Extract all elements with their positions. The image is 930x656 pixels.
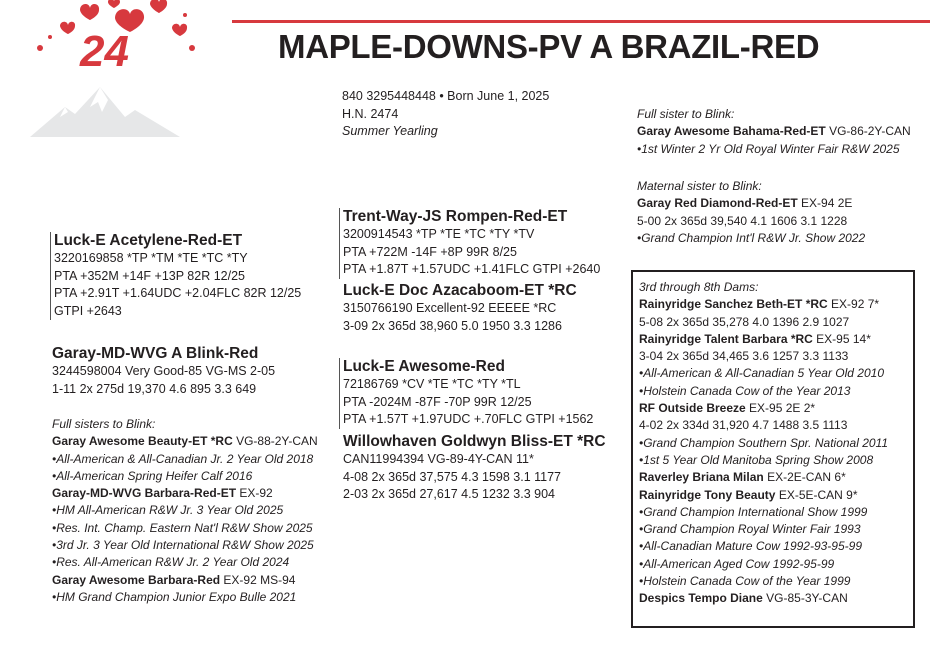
sire-line: GTPI +2643: [54, 303, 122, 318]
note: •All-American & All-Canadian Jr. 2 Year Old 2018: [52, 451, 314, 466]
dam-entry: Rainyridge Sanchez Beth-ET *RC EX-92 7*: [639, 297, 880, 312]
note: •1st 5 Year Old Manitoba Spring Show 2008: [639, 452, 874, 467]
record-line: 5-08 2x 365d 35,278 4.0 1396 2.9 1027: [639, 314, 850, 329]
record-line: 3-04 2x 365d 34,465 3.6 1257 3.3 1133: [639, 349, 849, 364]
sires-sire-block: [339, 208, 600, 279]
dam-entry: RF Outside Breeze EX-95 2E 2*: [639, 401, 816, 416]
sires-dam-name: Luck-E Doc Azacaboom-ET *RC: [343, 282, 577, 299]
dams-dam-line: 2-03 2x 365d 27,617 4.5 1232 3.3 904: [343, 487, 555, 501]
note: •3rd Jr. 3 Year Old International R&W Show 2025: [52, 538, 314, 553]
sire-name: Luck-E Acetylene-Red-ET: [54, 232, 243, 249]
animal-class: Summer Yearling: [342, 124, 438, 138]
dams-sire-name: Luck-E Awesome-Red: [343, 358, 505, 375]
sister-entry: Garay-MD-WVG Barbara-Red-ET EX-92: [52, 486, 273, 501]
dam-entry: Raverley Briana Milan EX-2E-CAN 6*: [639, 470, 846, 485]
record-line: 5-00 2x 365d 39,540 4.1 1606 3.1 1228: [637, 213, 848, 228]
note: •Grand Champion Royal Winter Fair 1993: [639, 522, 861, 537]
note: •Holstein Canada Cow of the Year 2013: [639, 383, 851, 398]
section-heading: 3rd through 8th Dams:: [639, 280, 759, 294]
full-sister-right: [637, 106, 911, 158]
sires-dam-line: 3150766190 Excellent-92 EEEEE *RC: [343, 301, 557, 315]
section-heading: Full sisters to Blink:: [52, 417, 156, 431]
dams-sire-block: [339, 358, 593, 429]
mountain-graphic: [30, 82, 180, 142]
dams-sire-line: 72186769 *CV *TE *TC *TY *TL: [343, 377, 521, 391]
dams-dam-block: [343, 433, 606, 504]
page-title: MAPLE-DOWNS-PV A BRAZIL-RED: [278, 28, 820, 65]
note: •Grand Champion Southern Spr. National 2011: [639, 435, 889, 450]
note: •Grand Champion Int'l R&W Jr. Show 2022: [637, 230, 866, 245]
note: •1st Winter 2 Yr Old Royal Winter Fair R&W 2025: [637, 141, 900, 156]
heart-icon: [60, 22, 75, 34]
sire-block: [50, 232, 301, 320]
heart-icon: [80, 4, 99, 20]
note: •Holstein Canada Cow of the Year 1999: [639, 574, 851, 589]
sister-entry: Garay Awesome Barbara-Red EX-92 MS-94: [52, 572, 296, 587]
sires-dam-block: [343, 282, 577, 335]
heart-icon: [108, 0, 120, 8]
note: •HM All-American R&W Jr. 3 Year Old 2025: [52, 503, 284, 518]
dam-line: 3244598004 Very Good-85 VG-MS 2-05: [52, 364, 276, 378]
note: •All-American Aged Cow 1992-95-99: [639, 556, 835, 571]
dam-block: [52, 345, 275, 398]
dam-entry: Rainyridge Talent Barbara *RC EX-95 14*: [639, 331, 871, 346]
dams-sire-line: PTA +1.57T +1.97UDC +.70FLC GTPI +1562: [343, 412, 594, 426]
sires-sire-name: Trent-Way-JS Rompen-Red-ET: [343, 208, 568, 225]
maternal-sister: [637, 178, 865, 247]
note: •Grand Champion International Show 1999: [639, 504, 868, 519]
title-rule: [232, 20, 930, 23]
note: •All-American & All-Canadian 5 Year Old 2010: [639, 366, 884, 381]
animal-hn: H.N. 2474: [342, 106, 399, 121]
dam-name: Garay-MD-WVG A Blink-Red: [52, 345, 259, 362]
note: •HM Grand Champion Junior Expo Bulle 2021: [52, 589, 297, 604]
dams-sire-line: PTA -2024M -87F -70P 99R 12/25: [343, 394, 532, 409]
sire-line: 3220169858 *TP *TM *TE *TC *TY: [54, 251, 248, 265]
animal-info: [342, 88, 549, 141]
record-line: 4-02 2x 334d 31,920 4.7 1488 3.5 1113: [639, 418, 848, 433]
dams-dam-line: 4-08 2x 365d 37,575 4.3 1598 3.1 1177: [343, 469, 562, 484]
section-heading: Full sister to Blink:: [637, 107, 735, 121]
sires-sire-line: 3200914543 *TP *TE *TC *TY *TV: [343, 227, 535, 241]
sires-dam-line: 3-09 2x 365d 38,960 5.0 1950 3.3 1286: [343, 318, 562, 333]
dam-entry: Despics Tempo Diane VG-85-3Y-CAN: [639, 591, 848, 606]
dam-entry: Rainyridge Tony Beauty EX-5E-CAN 9*: [639, 487, 858, 502]
note: •Res. Int. Champ. Eastern Nat'l R&W Show 2025: [52, 520, 313, 535]
note: •All-American Spring Heifer Calf 2016: [52, 468, 253, 483]
full-sisters-left: [52, 416, 318, 606]
note: •All-Canadian Mature Cow 1992-93-95-99: [639, 539, 862, 554]
heart-icon: [172, 24, 187, 36]
sire-line: PTA +2.91T +1.64UDC +2.04FLC 82R 12/25: [54, 286, 302, 300]
dams-dam-name: Willowhaven Goldwyn Bliss-ET *RC: [343, 433, 606, 450]
sister-entry: Garay Red Diamond-Red-ET EX-94 2E: [637, 196, 853, 211]
section-heading: Maternal sister to Blink:: [637, 179, 762, 193]
lot-number: 24: [80, 27, 129, 76]
sires-sire-line: PTA +722M -14F +8P 99R 8/25: [343, 244, 517, 259]
sires-sire-line: PTA +1.87T +1.57UDC +1.41FLC GTPI +2640: [343, 262, 601, 276]
heart-icon: [150, 0, 167, 13]
sire-line: PTA +352M +14F +13P 82R 12/25: [54, 268, 245, 283]
sister-entry: Garay Awesome Beauty-ET *RC VG-88-2Y-CAN: [52, 434, 318, 449]
dam-line: 1-11 2x 275d 19,370 4.6 895 3.3 649: [52, 381, 257, 396]
animal-id-born: 840 3295448448 • Born June 1, 2025: [342, 89, 550, 103]
note: •Res. All-American R&W Jr. 2 Year Old 2024: [52, 555, 290, 570]
dams-box-content: [639, 279, 888, 608]
sister-entry: Garay Awesome Bahama-Red-ET VG-86-2Y-CAN: [637, 124, 911, 139]
dams-dam-line: CAN11994394 VG-89-4Y-CAN 11*: [343, 452, 534, 466]
